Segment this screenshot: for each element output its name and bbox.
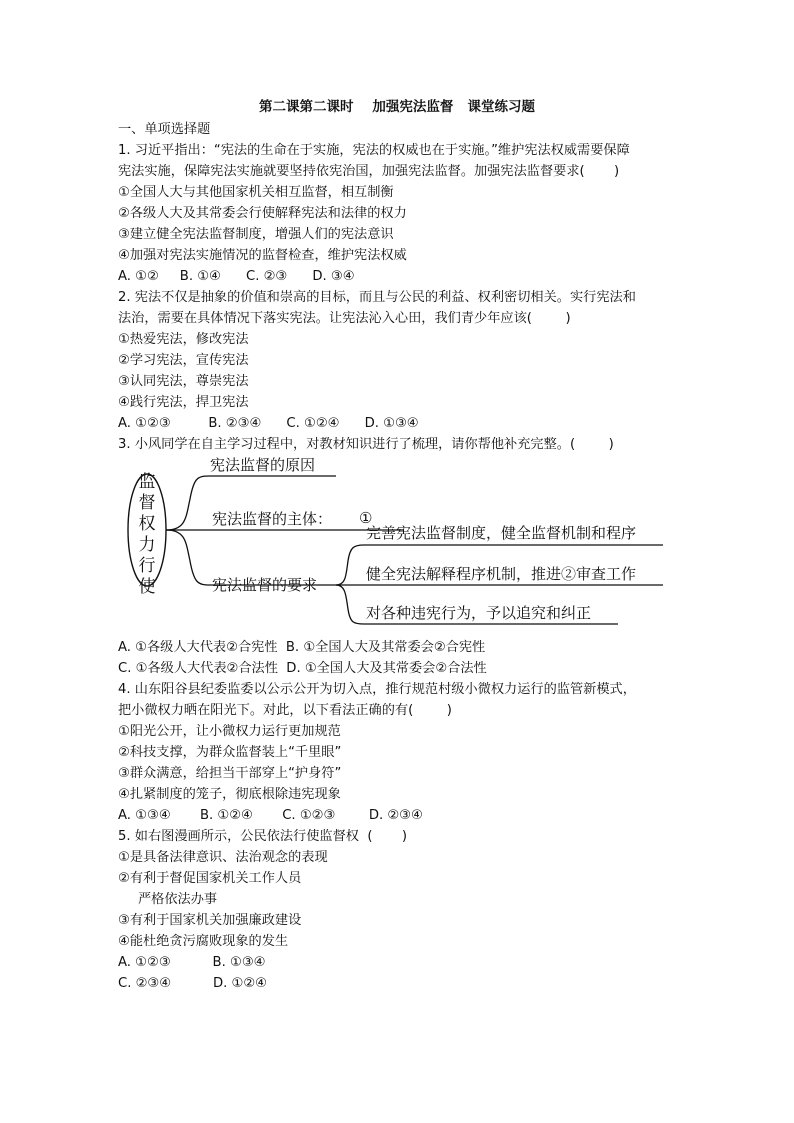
mind-map-svg (118, 457, 683, 637)
root-char: 权 (138, 514, 156, 534)
sub-2-post: 审查工作 (576, 565, 637, 583)
q4-item: ②科技支撑，为群众监督装上“千里眼” (118, 745, 342, 760)
question-2 (118, 287, 683, 434)
q3-stem: 3. 小风同学在自主学习过程中，对教材知识进行了梳理，请你帮他补充完整。( ) (118, 437, 614, 452)
blank-1: ① (359, 509, 373, 527)
q2-stem-line-2: 法治，需要在具体情况下落实宪法。让宪法沁入心田，我们青少年应该( ) (118, 311, 571, 326)
q1-item: ③建立健全宪法监督制度，增强人们的宪法意识 (118, 227, 394, 242)
question-4 (118, 679, 683, 826)
q5-item-continued: 严格依法办事 (138, 892, 218, 907)
sub-2-text (366, 565, 636, 583)
q1-options: A. ①② B. ①④ C. ②③ D. ③④ (118, 269, 355, 284)
q5-item: ③有利于国家机关加强廉政建设 (118, 913, 302, 928)
q3-options-1: A. ①各级人大代表②合宪性 B. ①全国人大及其常委会②合宪性 (118, 640, 486, 655)
question-1 (118, 140, 683, 287)
sub-3-text: 对各种违宪行为，予以追究和纠正 (366, 604, 592, 622)
q5-item: ④能杜绝贪污腐败现象的发生 (118, 934, 289, 949)
content (118, 119, 683, 994)
q4-options: A. ①③④ B. ①②④ C. ①②③ D. ②③④ (118, 808, 423, 823)
q1-item: ④加强对宪法实施情况的监督检查，维护宪法权威 (118, 248, 407, 263)
branch-1-label: 宪法监督的原因 (210, 457, 316, 474)
section-heading: 一、单项选择题 (118, 122, 211, 137)
branch-3-label: 宪法监督的要求 (212, 576, 318, 594)
root-char: 力 (138, 535, 156, 555)
q5-stem: 5. 如右图漫画所示，公民依法行使监督权 ( ) (118, 829, 407, 844)
q3-mind-map (118, 457, 683, 637)
question-3 (118, 434, 683, 679)
root-char: 监 (138, 472, 156, 492)
q2-stem-line-1: 2. 宪法不仅是抽象的价值和崇高的目标，而且与公民的利益、权利密切相关。实行宪法和 (118, 290, 636, 305)
sub-1-text: 完善宪法监督制度，健全监督机制和程序 (366, 524, 637, 542)
q5-item: ②有利于督促国家机关工作人员 (118, 871, 302, 886)
q4-stem-line-1: 4. 山东阳谷县纪委监委以公示公开为切入点，推行规范村级小微权力运行的监管新模式， (118, 682, 636, 697)
q4-item: ③群众满意，给担当干部穿上“护身符” (118, 766, 342, 781)
q1-stem-line-2: 宪法实施，保障宪法实施就要坚持依宪治国，加强宪法监督。加强宪法监督要求( ) (118, 164, 620, 179)
q2-options: A. ①②③ B. ②③④ C. ①②④ D. ①③④ (118, 416, 419, 431)
q2-item: ④践行宪法，捍卫宪法 (118, 395, 249, 410)
q3-options-2: C. ①各级人大代表②合法性 D. ①全国人大及其常委会②合法性 (118, 661, 487, 676)
page-title: 第二课第二课时 加强宪法监督 课堂练习题 (259, 99, 535, 115)
root-char: 督 (138, 493, 156, 513)
q1-stem-line-1: 1. 习近平指出：“宪法的生命在于实施，宪法的权威也在于实施。”维护宪法权威需要保障 (118, 143, 630, 158)
sub-2-pre: 健全宪法解释程序机制，推进 (366, 565, 562, 583)
question-5 (118, 826, 683, 994)
q2-item: ①热爱宪法，修改宪法 (118, 332, 249, 347)
branch-2-label: 宪法监督的主体： (212, 510, 333, 528)
q5-options-1: A. ①②③ B. ①③④ (118, 955, 266, 970)
q2-item: ②学习宪法，宣传宪法 (118, 353, 249, 368)
q1-item: ①全国人大与其他国家机关相互监督，相互制衡 (118, 185, 394, 200)
q1-item: ②各级人大及其常委会行使解释宪法和法律的权力 (118, 206, 407, 221)
q4-item: ④扎紧制度的笼子，彻底根除违宪现象 (118, 787, 341, 802)
root-char: 行 (138, 556, 156, 576)
q2-item: ③认同宪法，尊崇宪法 (118, 374, 249, 389)
root-char: 使 (138, 577, 156, 597)
blank-2: ② (561, 565, 577, 583)
q5-options-2: C. ②③④ D. ①②④ (118, 976, 267, 991)
q5-item: ①是具备法律意识、法治观念的表现 (118, 850, 328, 865)
q4-stem-line-2: 把小微权力晒在阳光下。对此，以下看法正确的有( ) (118, 703, 452, 718)
q4-item: ①阳光公开，让小微权力运行更加规范 (118, 724, 341, 739)
